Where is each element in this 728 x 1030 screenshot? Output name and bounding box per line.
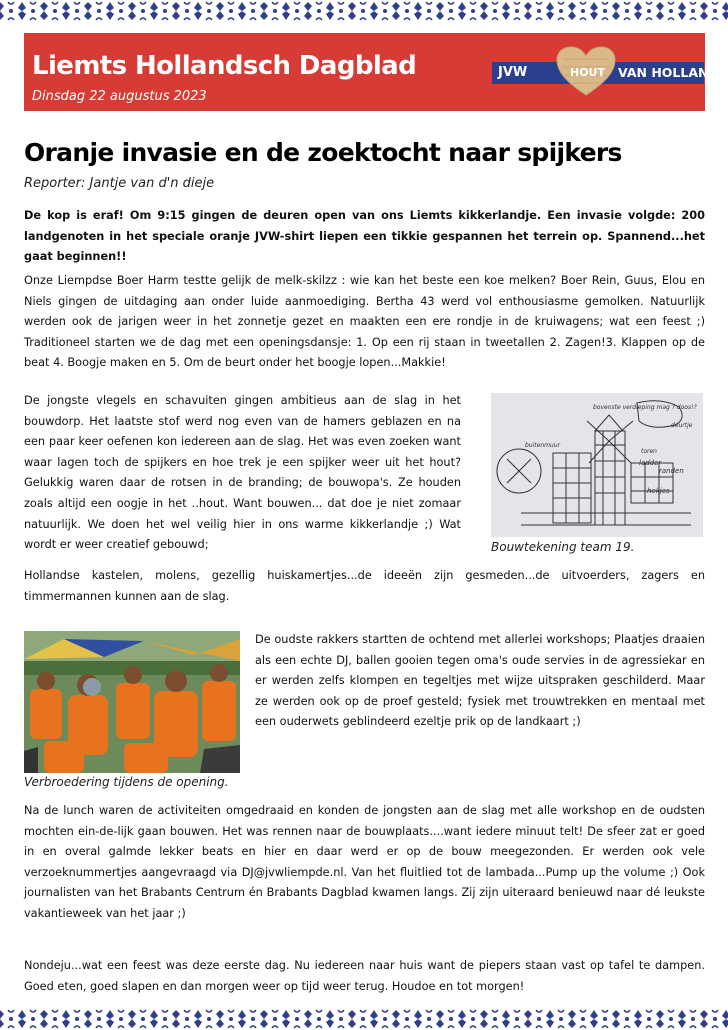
article-intro: De kop is eraf! Om 9:15 gingen de deuren open van ons Liemts kikkerlandje. Een invasie volgde: 200 landgenoten in het speciale oranje JVW-shirt liepen een tikkie gespannen het terrein op. Spannend...het gaat beginnen!!: [24, 209, 705, 264]
article-paragraph-5: Nondeju...wat een feest was deze eerste dag. Nu iedereen naar huis want de piepers staan vast op tafel te dampen. Goed eten, goed slapen en dan morgen weer op tijd weer terug. Houdoe en tot morgen!: [24, 959, 705, 993]
article-paragraph-2-continued: Hollandse kastelen, molens, gezellig huiskamertjes...de ideeën zijn gesmeden...de uitvoerders, zagers en timmermannen kunnen aan de slag.: [24, 569, 705, 603]
logo-text-van-holland: VAN HOLLAND: [618, 65, 719, 80]
drawing-caption: Bouwtekening team 19.: [491, 540, 635, 554]
article-paragraph-4: Na de lunch waren de activiteiten omgedraaid en konden de jongsten aan de slag met alle workshop en de oudsten mochten ein-de-lijk gaan bouwen. Het was rennen naar de bouwplaats....want iedere minuut telt! De sfeer zat er goed in en overal galmde lekker beats en hier en daar werd er op de bouw meegezonden. Er werden ook vele verzoeknummertjes aangevraagd via DJ@jvwliempde.nl. Van het fluitlied tot de lambada...Pump up the volume ;) Ook journalisten van het Brabants Centrum én Brabants Dagblad kwamen langs. Zij zijn uiteraard benieuwd naar dé leukste vakantieweek van het jaar ;): [24, 804, 705, 920]
article-paragraph-2: De jongste vlegels en schavuiten gingen ambitieus aan de slag in het bouwdorp. Het laatste stof werd nog even van de hamers geblazen en na een paar keer oefenen kon iedereen aan de slag. Het was even zoeken want waar lagen toch de spijkers en hoe trek je een spijker weer uit het hout? Gelukkig waren daar de rotsen in de branding; de bouwopa's. Ze houden zoals altijd een oogje in het ..hout. Want bouwen... dat doe je niet zomaar natuurlijk. We doen het wel veilig hier in ons warme kikkerlandje ;) Wat wordt er weer creatief gebouwd;: [24, 394, 461, 552]
masthead-banner: [24, 33, 719, 111]
sketch-label-top: bovenste verdieping mag ? doos!?: [593, 404, 697, 411]
issue-date: Dinsdag 22 augustus 2023: [32, 89, 207, 104]
jvw-logo: [492, 45, 719, 97]
article-headline: Oranje invasie en de zoektocht naar spijkers: [24, 138, 622, 167]
bottom-tile-border: [0, 1008, 728, 1030]
logo-text-hout: HOUT: [570, 66, 605, 79]
photo-caption: Verbroedering tijdens de opening.: [24, 775, 229, 789]
article-paragraph-1: Onze Liempdse Boer Harm testte gelijk de melk-skilzz : wie kan het beste een koe melken? Boer Rein, Guus, Elou en Niels gingen de uitdaging aan onder luide aanmoediging. Bertha 43 werd vol enthousiasme gemolken. Natuurlijk werden ook de jarigen weer in het zonnetje gezet en maakten een ere rondje in de kruiwagens; wat een feest ;) Traditioneel starten we de dag met een openingsdansje: 1. Op een rij staan in tweetallen 2. Zagen!3. Klappen op de beat 4. Boogje maken en 5. Om de beurt onder het boogje lopen...Makkie!: [24, 274, 705, 370]
newspaper-title: Liemts Hollandsch Dagblad: [32, 51, 417, 81]
building-drawing-image: [491, 393, 703, 537]
article-reporter: Reporter: Jantje van d'n dieje: [24, 176, 215, 191]
sketch-label-ladder: ladder: [639, 459, 662, 467]
logo-text-jvw: JVW: [498, 65, 528, 80]
article-paragraph-3: De oudste rakkers startten de ochtend met allerlei workshops; Plaatjes draaien als een echte DJ, ballen gooien tegen oma's oude servies in de agressiekar en er werden zelfs klompen en tegeltjes met wijze uitspraken geschilderd. Maar ze werden ook op de proef gesteld; fysiek met trouwtrekken en mentaal met een ouderwets geblindeerd ezeltje prik op de landkaart ;): [255, 633, 705, 729]
sketch-label-edges: randen: [659, 467, 684, 475]
sketch-label-fences: hekjes: [647, 487, 670, 495]
sketch-label-wall: buitenmuur: [525, 442, 561, 449]
top-tile-border: [0, 0, 728, 22]
sketch-label-tower: toren: [641, 448, 657, 455]
sketch-label-door: deurtje: [671, 422, 693, 429]
opening-photo: [24, 631, 240, 773]
